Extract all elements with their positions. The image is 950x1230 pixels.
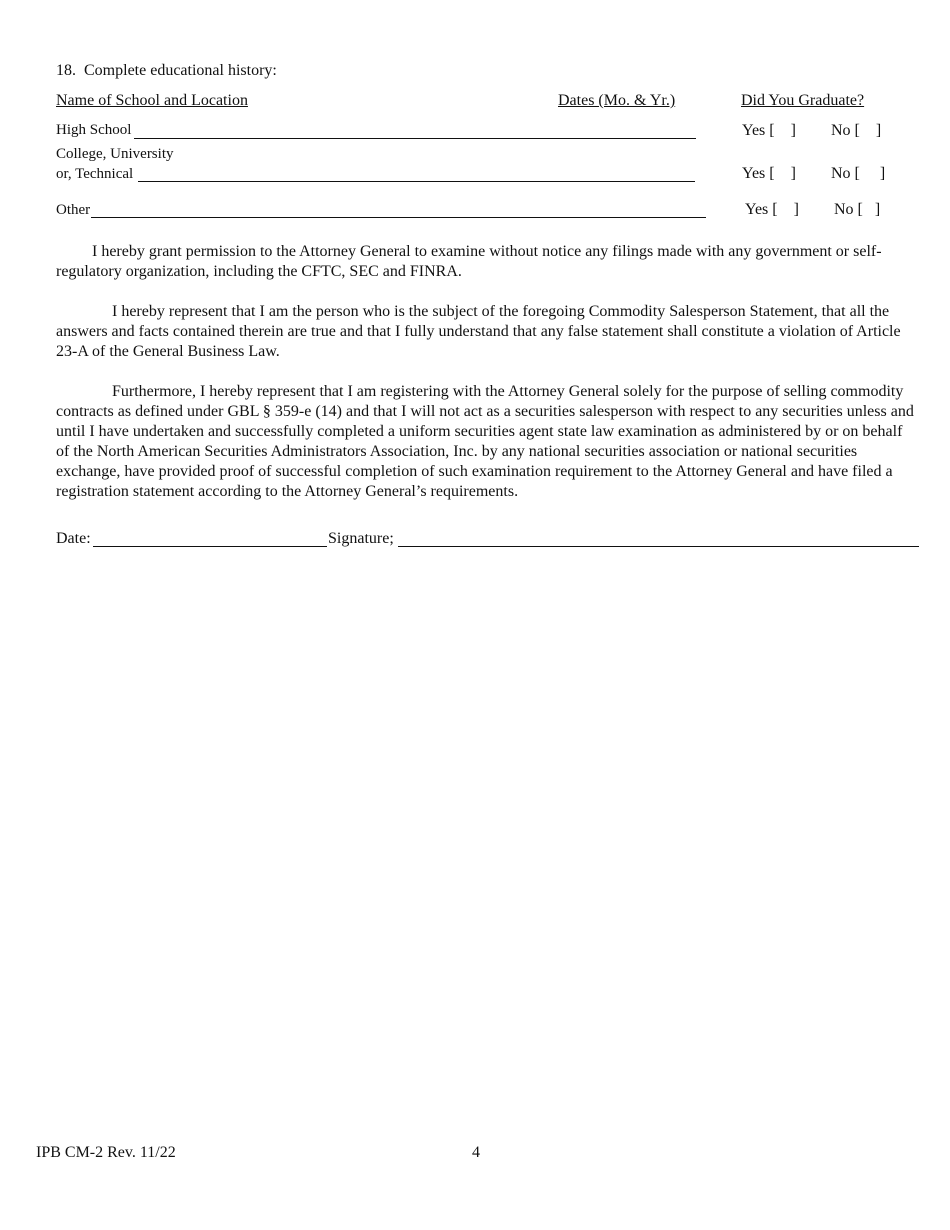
section-number: 18. — [56, 62, 76, 79]
college-label-line2: or, Technical — [56, 166, 134, 182]
column-header-dates: Dates (Mo. & Yr.) — [558, 92, 676, 109]
page-number: 4 — [472, 1144, 480, 1161]
other-field[interactable] — [91, 217, 706, 218]
permission-paragraph: I hereby grant permission to the Attorney General to examine without notice any filings made with any government or self-regulatory organization, including the CFTC, SEC and FINRA. — [56, 243, 882, 280]
college-yes-checkbox[interactable]: Yes [ ] — [742, 165, 796, 182]
high-school-label: High School — [56, 122, 132, 138]
college-label-line1: College, University — [56, 146, 174, 162]
high-school-field[interactable] — [134, 138, 696, 139]
date-field[interactable] — [93, 546, 327, 547]
form-id: IPB CM-2 Rev. 11/22 — [36, 1144, 176, 1161]
section-title: Complete educational history: — [84, 62, 277, 79]
furthermore-paragraph: Furthermore, I hereby represent that I am registering with the Attorney General solely for the purpose of selling commodity contracts as defined under GBL § 359-e (14) and that I will not act as a securities salesperson with respect to any securities unless and until I have undertaken and successfully completed a uniform securities agent state law examination as administered by or on behalf of the North American Securities Administrators Association, Inc. by any national securities association or national securities exchange, have provided proof of successful completion of such examination requirement to the Attorney General and have filed a registration statement according to the Attorney General’s requirements. — [56, 383, 914, 500]
other-label: Other — [56, 202, 91, 218]
other-no-checkbox[interactable]: No [ ] — [834, 201, 881, 218]
college-field[interactable] — [138, 181, 695, 182]
column-header-school: Name of School and Location — [56, 92, 248, 109]
high-school-no-checkbox[interactable]: No [ ] — [831, 122, 882, 139]
other-yes-checkbox[interactable]: Yes [ ] — [745, 201, 799, 218]
section-heading — [56, 62, 277, 80]
college-no-checkbox[interactable]: No [ ] — [831, 165, 886, 182]
signature-field[interactable] — [398, 546, 919, 547]
high-school-yes-checkbox[interactable]: Yes [ ] — [742, 122, 796, 139]
signature-label: Signature; — [328, 530, 394, 547]
date-label: Date: — [56, 530, 91, 547]
representation-paragraph: I hereby represent that I am the person who is the subject of the foregoing Commodity Salesperson Statement, that all the answers and facts contained therein are true and that I fully understand that any false statement shall constitute a violation of Article 23-A of the General Business Law. — [56, 303, 901, 360]
column-header-graduate: Did You Graduate? — [741, 92, 865, 109]
